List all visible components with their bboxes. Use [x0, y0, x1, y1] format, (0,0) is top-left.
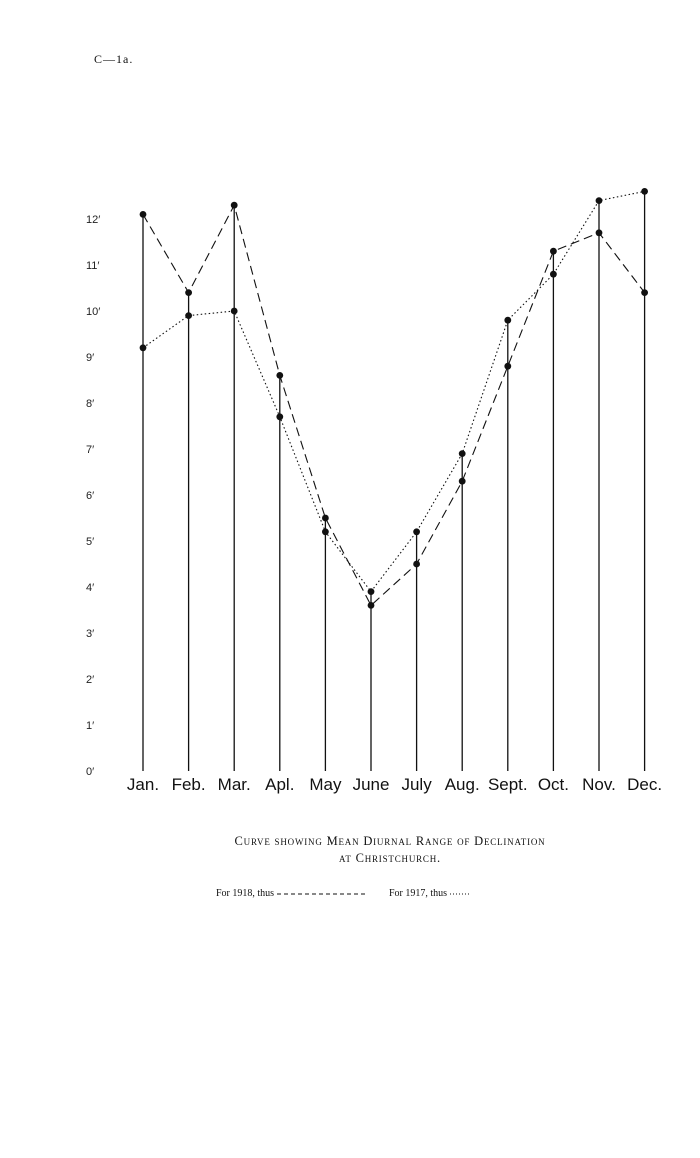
- y-tick-label: 6′: [86, 490, 95, 502]
- x-tick-label: July: [401, 775, 432, 794]
- y-tick-label: 11′: [86, 260, 100, 272]
- series-points: [140, 188, 648, 609]
- data-point: [413, 561, 420, 568]
- series-line-0: [143, 205, 645, 605]
- data-point: [550, 248, 557, 255]
- series-lines: [143, 191, 645, 605]
- x-tick-label: Mar.: [217, 775, 251, 794]
- y-axis-ticks: [86, 214, 100, 778]
- x-tick-label: Sept.: [487, 775, 528, 794]
- data-point: [185, 289, 192, 296]
- y-tick-label: 5′: [86, 536, 95, 548]
- x-tick-label: Nov.: [582, 775, 616, 794]
- data-point: [550, 271, 557, 278]
- data-point: [276, 372, 283, 379]
- data-point: [140, 344, 147, 351]
- y-tick-label: 9′: [86, 352, 95, 364]
- data-point: [231, 202, 238, 209]
- data-point: [368, 602, 375, 609]
- caption-line-2: at Christchurch.: [339, 851, 441, 865]
- series-line-1: [143, 191, 645, 591]
- data-point: [185, 312, 192, 319]
- x-tick-label: June: [352, 775, 390, 794]
- y-tick-label: 3′: [86, 628, 95, 640]
- y-tick-label: 7′: [86, 444, 95, 456]
- y-tick-label: 2′: [86, 674, 95, 686]
- y-tick-label: 8′: [86, 398, 95, 410]
- legend-dotted-sample: [450, 891, 470, 897]
- x-tick-label: Feb.: [171, 775, 206, 794]
- data-point: [322, 515, 329, 522]
- data-point: [641, 188, 648, 195]
- x-tick-label: May: [309, 775, 342, 794]
- data-point: [459, 450, 466, 457]
- legend-label-1917: For 1917, thus: [389, 888, 448, 900]
- y-tick-label: 0′: [86, 766, 95, 778]
- data-point: [413, 528, 420, 535]
- data-point: [276, 413, 283, 420]
- x-tick-label: Aug.: [444, 775, 480, 794]
- page-code: C—1a.: [94, 52, 134, 66]
- x-axis-ticks: [127, 775, 662, 794]
- y-tick-label: 12′: [86, 214, 101, 226]
- data-point: [596, 229, 603, 236]
- legend-item-1918: [216, 888, 365, 899]
- data-point: [596, 197, 603, 204]
- data-point: [368, 588, 375, 595]
- legend-label-1918: For 1918, thus: [216, 888, 275, 900]
- data-point: [459, 478, 466, 485]
- x-tick-label: Jan.: [126, 775, 160, 794]
- data-point: [140, 211, 147, 218]
- month-stems: [143, 191, 645, 771]
- data-point: [504, 363, 511, 370]
- y-tick-label: 10′: [86, 306, 101, 318]
- data-point: [504, 317, 511, 324]
- legend-dashed-sample: [277, 891, 365, 897]
- data-point: [231, 308, 238, 315]
- chart-caption: [100, 833, 680, 867]
- caption-line-1: Curve showing Mean Diurnal Range of Declination: [234, 834, 546, 848]
- y-tick-label: 1′: [86, 720, 95, 732]
- y-tick-label: 4′: [86, 582, 95, 594]
- x-tick-label: Apl.: [265, 775, 295, 794]
- data-point: [641, 289, 648, 296]
- legend-item-1917: [389, 888, 470, 899]
- x-tick-label: Dec.: [627, 775, 663, 794]
- x-tick-label: Oct.: [537, 775, 569, 794]
- data-point: [322, 528, 329, 535]
